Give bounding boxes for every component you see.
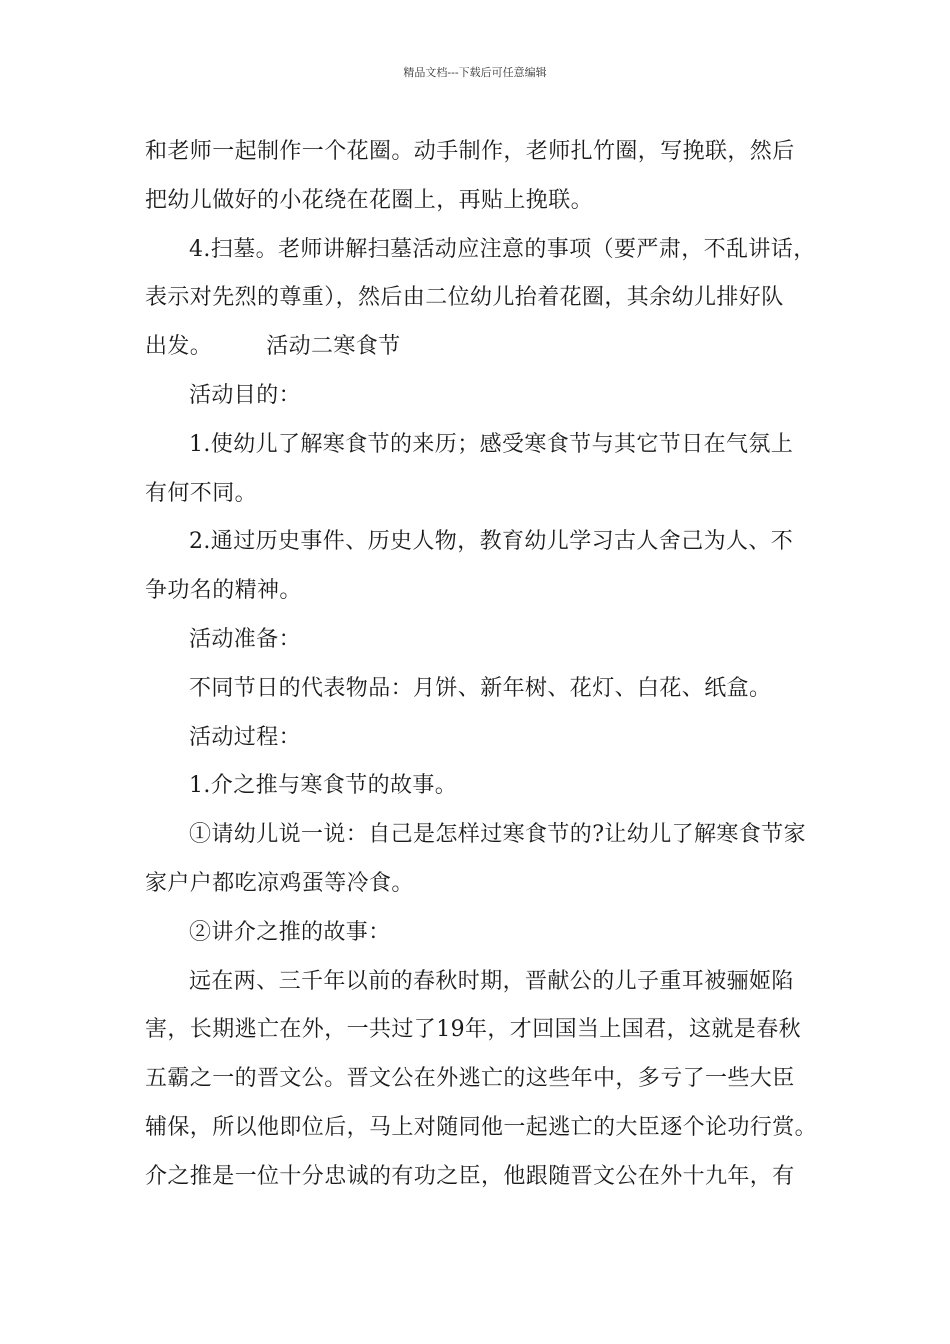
text-line: 和老师一起制作一个花圈。动手制作，老师扎竹圈，写挽联，然后 [145,139,795,164]
section-heading: 活动准备： [189,626,302,652]
text-line: 远在两、三千年以前的春秋时期，晋献公的儿子重耳被骊姬陷 [189,968,794,994]
section-heading: 活动过程： [189,724,302,750]
text-line: 辅保，所以他即位后，马上对随同他一起逃亡的大臣逐个论功行赏。 [145,1114,818,1140]
text-line: 五霸之一的晋文公。晋文公在外逃亡的这些年中，多亏了一些大臣 [145,1066,795,1092]
text-line: 有何不同。 [145,480,258,506]
section-title: 活动二寒食节 [266,334,401,360]
text-line: 4.扫墓。老师讲解扫墓活动应注意的事项（要严肃，不乱讲话， [189,236,816,262]
text-line: 把幼儿做好的小花绕在花圈上，再贴上挽联。 [145,187,594,213]
text-line: ①请幼儿说一说：自己是怎样过寒食节的?让幼儿了解寒食节家 [189,822,806,848]
text-line: 不同节日的代表物品：月饼、新年树、花灯、白花、纸盒。 [189,675,772,701]
text-line: 家户户都吃凉鸡蛋等冷食。 [145,870,414,896]
section-heading: 活动目的： [189,382,302,408]
text-line: 2.通过历史事件、历史人物，教育幼儿学习古人舍己为人、不 [189,529,794,555]
document-body [145,133,835,1207]
text-line: 1.使幼儿了解寒食节的来历；感受寒食节与其它节日在气氛上 [189,431,794,457]
text-fragment: 出发。 [145,334,213,360]
text-line: 1.介之推与寒食节的故事。 [189,773,458,799]
text-line-with-section-title [145,328,835,377]
text-line: 争功名的精神。 [145,578,302,604]
text-line: ②讲介之推的故事： [189,919,391,945]
text-line: 表示对先烈的尊重），然后由二位幼儿抬着花圈，其余幼儿排好队 [145,285,784,311]
text-line: 介之推是一位十分忠诚的有功之臣，他跟随晋文公在外十九年，有 [145,1163,795,1189]
page-header: 精品文档---下载后可任意编辑 [403,66,547,79]
text-line: 害，长期逃亡在外，一共过了19年，才回国当上国君，这就是春秋 [145,1017,801,1043]
